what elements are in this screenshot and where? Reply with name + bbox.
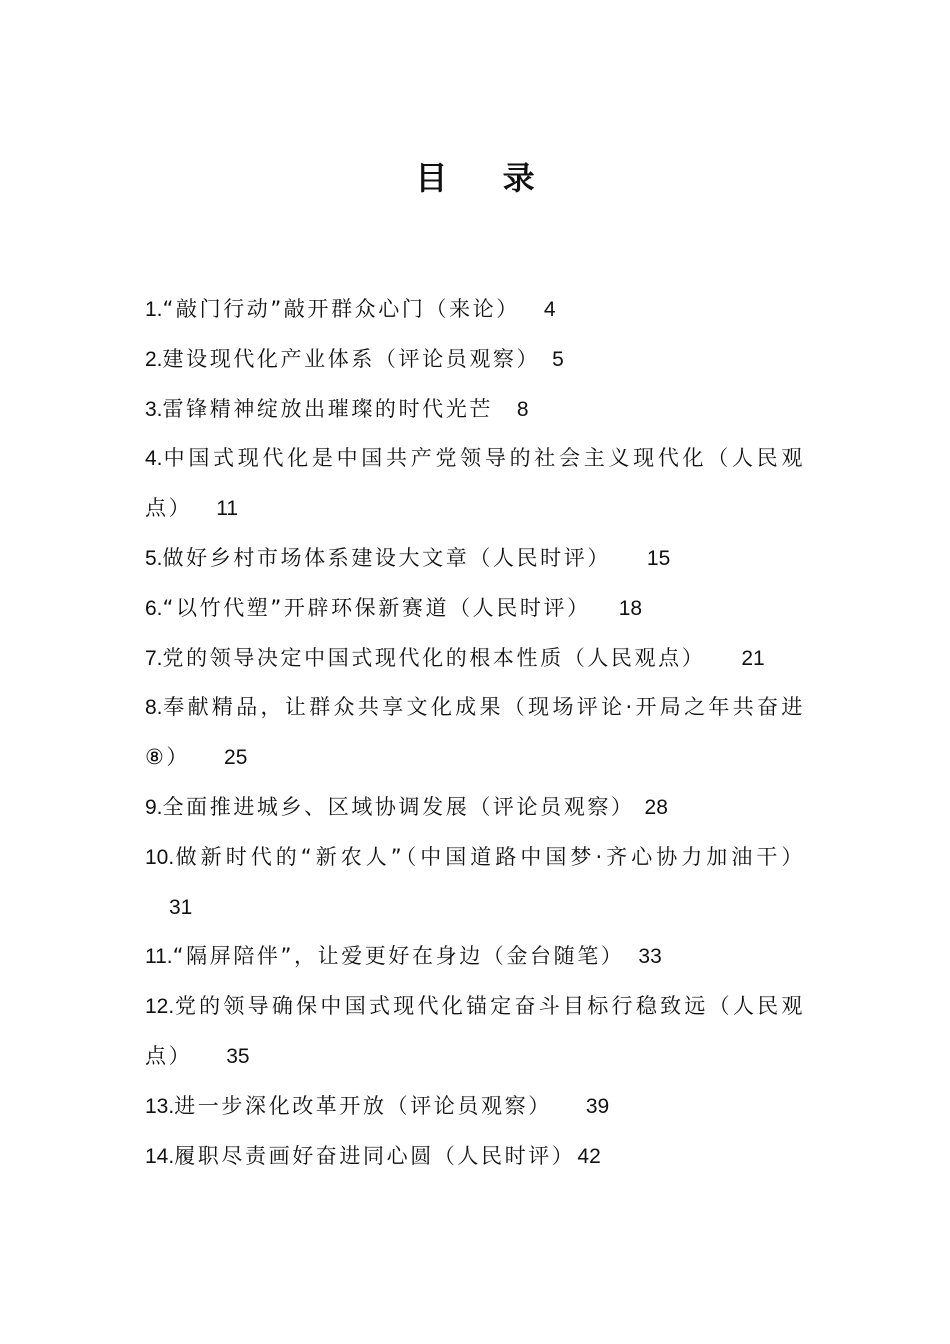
toc-entry-page: 21: [741, 646, 765, 670]
toc-entry-number: 4.: [145, 447, 163, 471]
toc-entry-page: 15: [646, 546, 671, 570]
toc-entry-title: 雷锋精神绽放出璀璨的时代光芒: [162, 396, 493, 421]
toc-entry[interactable]: [145, 584, 805, 634]
table-of-contents: [145, 285, 805, 1181]
toc-entry-title: 建设现代化产业体系（评论员观察）: [162, 346, 541, 371]
toc-entry-number: 10.: [145, 845, 175, 869]
page-title: 目 录: [415, 159, 557, 197]
toc-entry-page: 35: [226, 1044, 250, 1068]
toc-entry[interactable]: [145, 634, 805, 684]
toc-entry[interactable]: [145, 982, 805, 1082]
toc-entry-title: “以竹代塑”开辟环保新赛道（人民时评）: [162, 595, 591, 620]
toc-entry-page: 39: [585, 1094, 610, 1118]
toc-entry-title: 全面推进城乡、区域协调发展（评论员观察）: [162, 794, 635, 819]
toc-entry-number: 6.: [145, 596, 163, 620]
toc-entry[interactable]: [145, 833, 805, 933]
toc-entry-number: 5.: [145, 546, 163, 570]
toc-entry-title: 中国式现代化是中国共产党领导的社会主义现代化（人民观点）: [145, 446, 805, 521]
toc-entry-number: 3.: [145, 397, 163, 421]
toc-entry[interactable]: [145, 335, 805, 385]
toc-entry[interactable]: [145, 534, 805, 584]
toc-entry-title: 做新时代的“新农人”（中国道路中国梦·齐心协力加油干）: [174, 844, 805, 869]
toc-entry-title: 履职尽责画好奋进同心圆（人民时评）: [174, 1143, 576, 1168]
toc-entry-title: 党的领导决定中国式现代化的根本性质（人民观点）: [162, 645, 706, 670]
toc-entry-page: 25: [224, 746, 248, 770]
toc-entry-title: 党的领导确保中国式现代化锚定奋斗目标行稳致远（人民观点）: [145, 994, 805, 1068]
toc-entry-page: 5: [552, 347, 564, 371]
toc-entry-number: 9.: [145, 795, 163, 819]
toc-entry[interactable]: [145, 932, 805, 982]
toc-entry-title: 进一步深化改革开放（评论员观察）: [174, 1093, 552, 1118]
toc-entry[interactable]: [145, 1082, 805, 1132]
toc-entry[interactable]: [145, 285, 805, 335]
toc-entry-title: “敲门行动”敲开群众心门（来论）: [162, 297, 520, 321]
toc-entry[interactable]: [145, 1132, 805, 1182]
toc-entry-title: 做好乡村市场体系建设大文章（人民时评）: [162, 545, 611, 570]
toc-entry-page: 31: [169, 895, 193, 919]
toc-entry[interactable]: [145, 385, 805, 435]
toc-entry-title: 奉献精品，让群众共享文化成果（现场评论·开局之年共奋进⑧）: [145, 695, 805, 770]
toc-entry-title: “隔屏陪伴”，让爱更好在身边（金台随笔）: [172, 944, 625, 969]
toc-entry-page: 4: [543, 298, 556, 321]
toc-entry-page: 42: [577, 1144, 601, 1168]
toc-entry[interactable]: [145, 434, 805, 534]
toc-entry-page: 28: [644, 795, 668, 819]
toc-entry-number: 8.: [145, 696, 163, 720]
toc-entry-page: 11: [216, 497, 239, 521]
toc-entry-page: 33: [638, 945, 662, 969]
toc-entry-number: 11.: [145, 945, 173, 969]
toc-entry-number: 13.: [145, 1094, 175, 1118]
toc-entry-number: 14.: [145, 1144, 175, 1168]
toc-entry-number: 12.: [145, 995, 175, 1019]
toc-entry[interactable]: [145, 683, 805, 783]
toc-entry[interactable]: [145, 783, 805, 833]
toc-entry-number: 7.: [145, 646, 163, 670]
toc-entry-page: 8: [516, 397, 529, 421]
toc-entry-number: 2.: [145, 347, 163, 371]
toc-entry-number: 1.: [145, 298, 163, 321]
toc-entry-page: 18: [618, 596, 643, 620]
